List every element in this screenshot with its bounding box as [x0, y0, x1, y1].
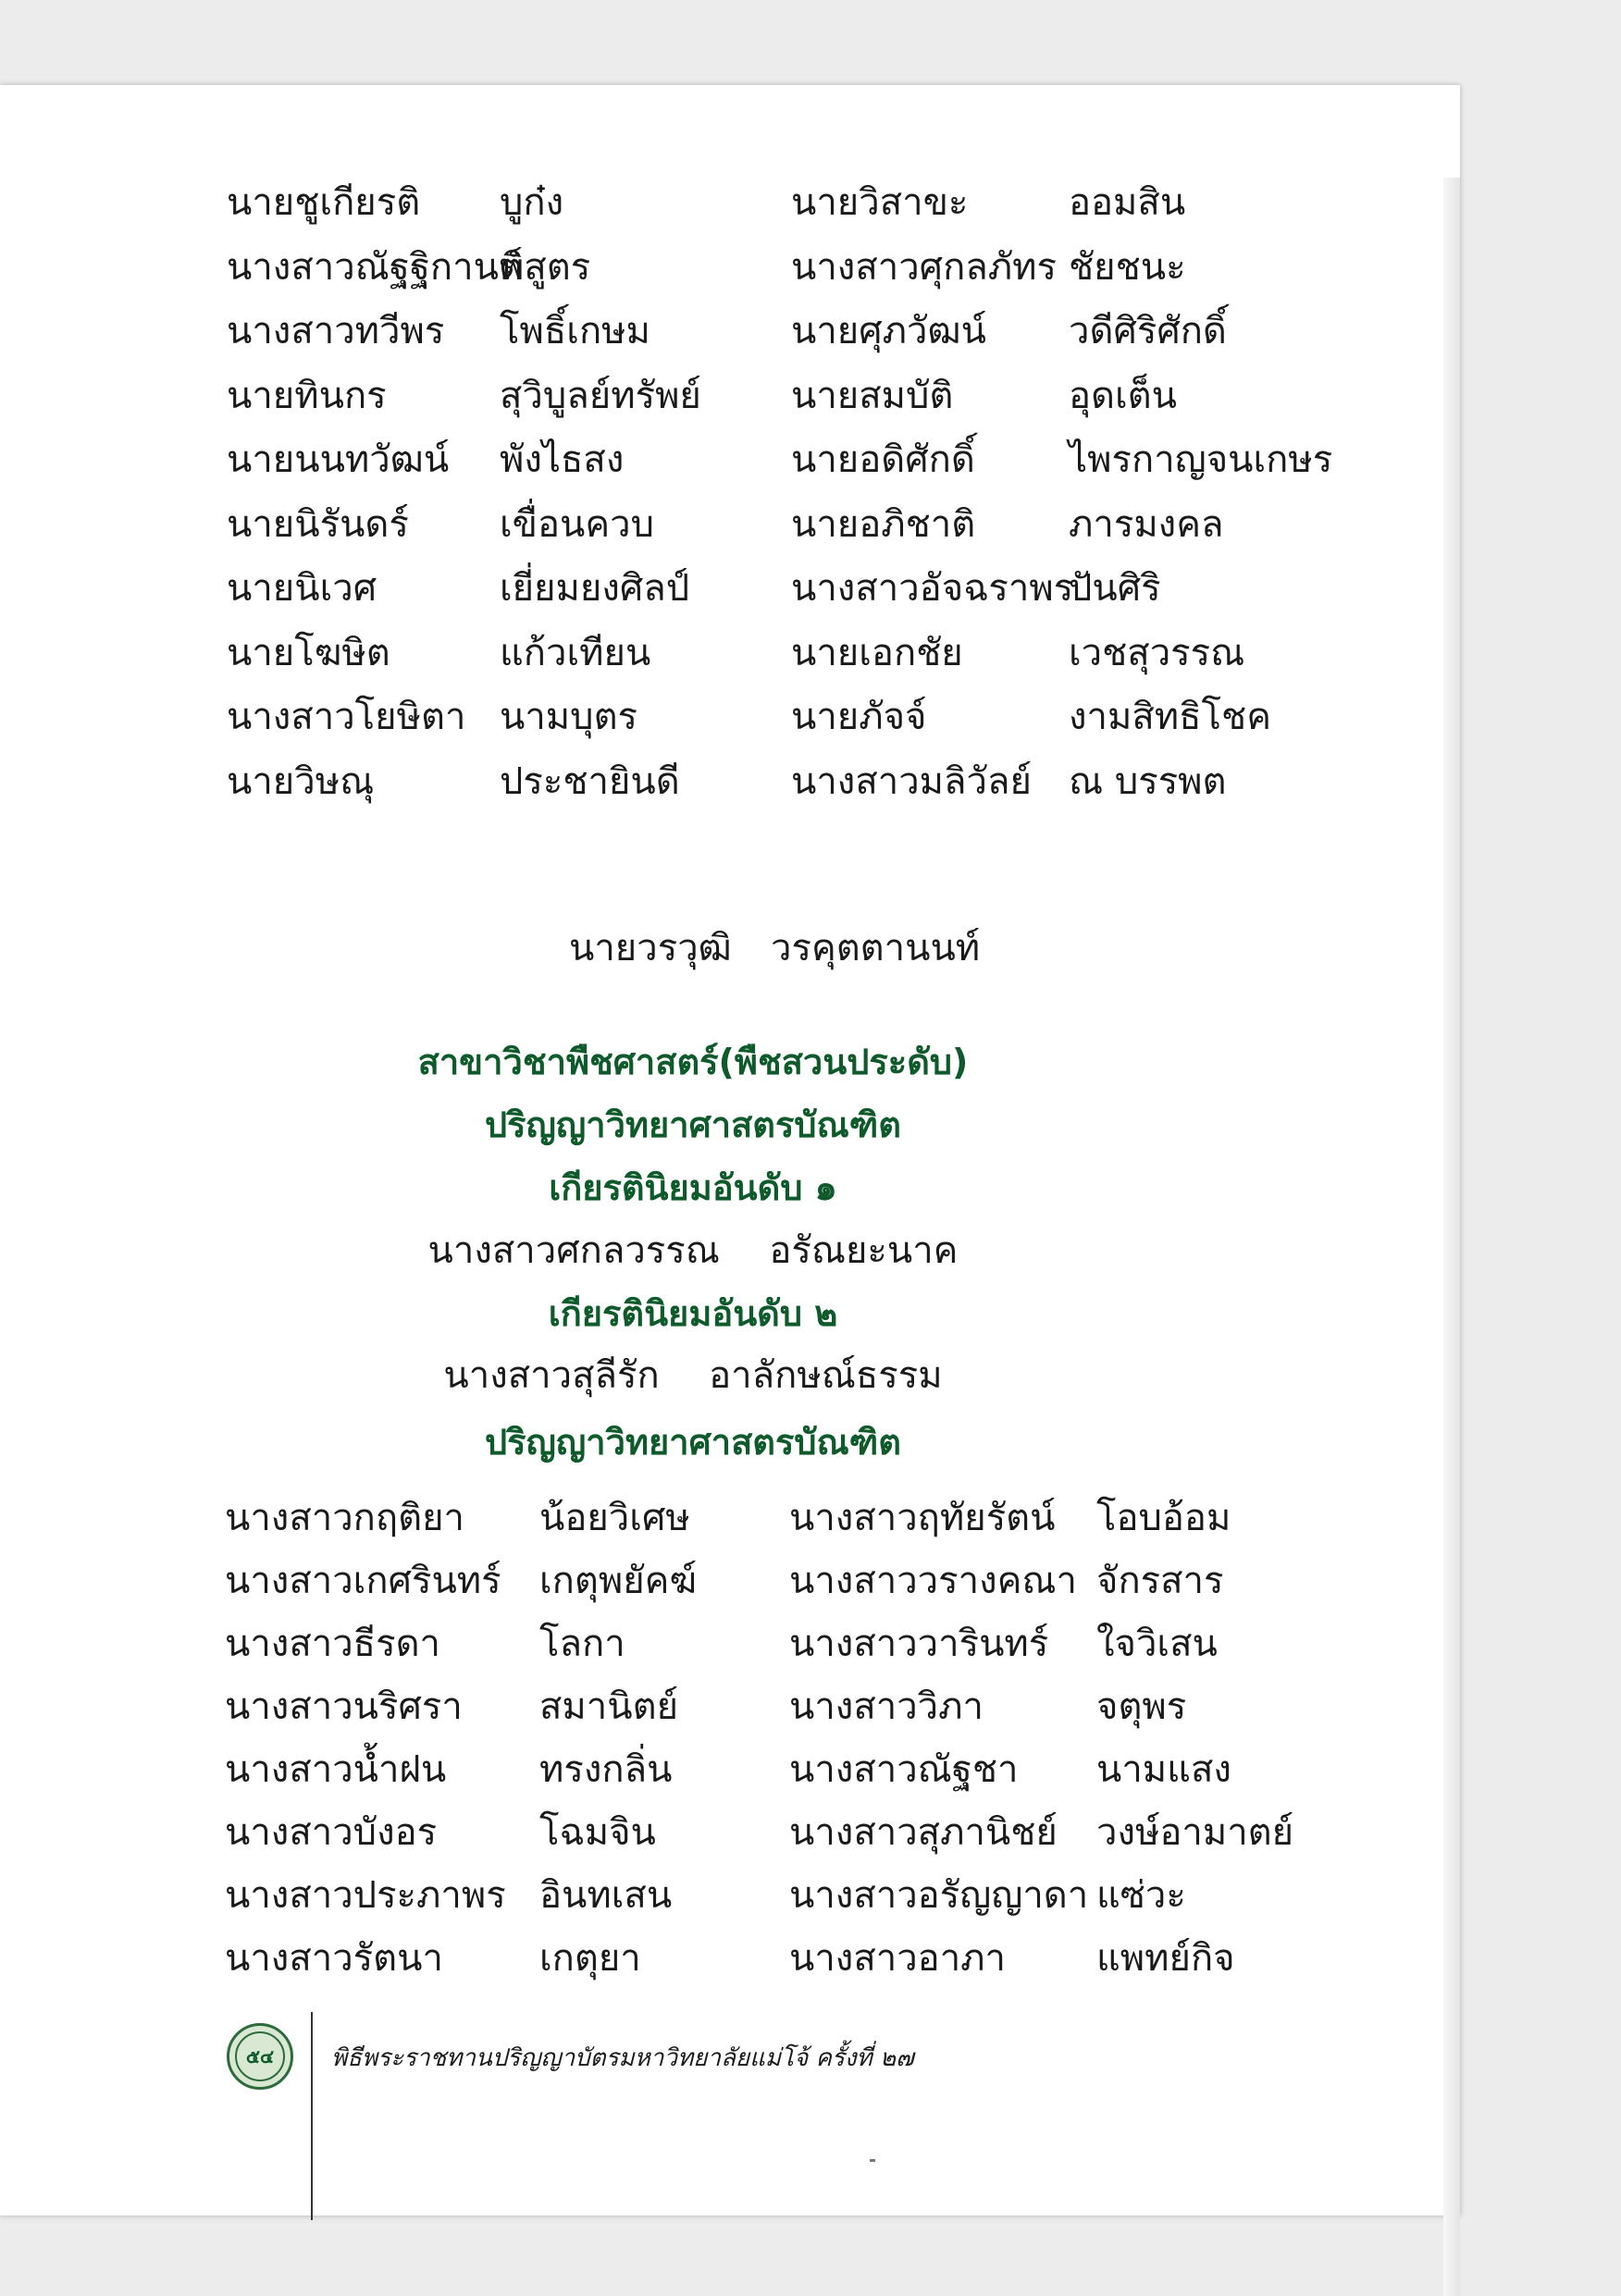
given-name: นางสาวอาภา: [789, 1937, 1006, 1980]
given-name: นายอดิศักดิ์: [791, 438, 975, 481]
given-name: นายนิเวศ: [227, 567, 377, 610]
given-name: นางสาววารินทร์: [789, 1623, 1049, 1665]
university-seal-icon: [227, 2023, 293, 2090]
given-name: นายนนทวัฒน์: [227, 438, 450, 481]
given-name: นางสาวโยษิตา: [227, 696, 466, 738]
given-name: นางสาวบังอร: [225, 1811, 438, 1854]
given-name: นายชูเกียรติ: [227, 181, 421, 224]
given-name: นายวรวุฒิ: [569, 927, 732, 969]
given-name: นายอภิชาติ: [791, 502, 976, 546]
surname: จักรสาร: [1096, 1560, 1224, 1602]
surname: วรคุตตานนท์: [771, 927, 981, 969]
given-name: นางสาวน้ำฝน: [225, 1748, 447, 1791]
surname: อินทเสน: [539, 1874, 673, 1917]
given-name: นางสาววิภา: [789, 1685, 984, 1728]
surname: นามแสง: [1096, 1748, 1231, 1791]
surname: เยี่ยมยงศิลป์: [500, 567, 690, 610]
given-name: นายสมบัติ: [791, 374, 954, 417]
given-name: นางสาวธีรดา: [225, 1623, 441, 1665]
given-name: นางสาวประภาพร: [225, 1874, 506, 1917]
given-name: นางสาวนริศรา: [225, 1685, 463, 1728]
surname: อาลักษณ์ธรรม: [709, 1354, 943, 1397]
surname: แก้วเทียน: [500, 631, 651, 674]
honor2-name: [0, 1345, 1423, 1404]
surname: เกตุพยัคฆ์: [539, 1560, 698, 1602]
surname: บูก๋ง: [500, 181, 564, 224]
section-heading: สาขาวิชาพืชศาสตร์(พืชสวนประดับ): [417, 1042, 969, 1082]
surname: งามสิทธิโชค: [1069, 696, 1271, 738]
given-name: นายนิรันดร์: [227, 502, 409, 546]
surname: เขื่อนควบ: [500, 502, 654, 546]
surname: วดีศิริศักดิ์: [1069, 310, 1227, 352]
surname: พังไธสง: [500, 438, 625, 481]
surname: ภารมงคล: [1069, 502, 1224, 546]
honor1-name: [0, 1220, 1423, 1279]
given-name: นางสาวรัตนา: [225, 1937, 443, 1980]
surname: โพธิ์เกษม: [500, 310, 650, 352]
surname: ณ บรรพต: [1069, 759, 1227, 803]
surname: แซ่วะ: [1096, 1874, 1186, 1917]
surname: อุดเต็น: [1069, 374, 1177, 417]
given-name: นายโฆษิต: [227, 631, 390, 674]
surname: โลกา: [539, 1623, 625, 1665]
given-name: นายศุภวัฒน์: [791, 310, 986, 352]
surname: นามบุตร: [500, 696, 638, 738]
given-name: นางสาวสุภานิชย์: [789, 1811, 1058, 1854]
surname: เกตุยา: [539, 1937, 641, 1980]
honor1-heading: เกียรตินิยมอันดับ ๑: [549, 1167, 837, 1208]
surname: น้อยวิเศษ: [539, 1497, 690, 1539]
surname: ใจวิเสน: [1096, 1623, 1218, 1665]
surname: ประชายินดี: [500, 759, 680, 803]
given-name: นางสาวศกลวรรณ: [427, 1229, 720, 1272]
honor2-heading: เกียรตินิยมอันดับ ๒: [548, 1293, 838, 1334]
surname: โอบอ้อม: [1096, 1497, 1231, 1539]
degree-heading: ปริญญาวิทยาศาสตรบัณฑิต: [485, 1105, 901, 1145]
given-name: นายภัจจ์: [791, 696, 927, 738]
given-name: นายทินกร: [227, 374, 387, 417]
surname: ทรงกลิ่น: [539, 1748, 673, 1791]
surname: เวชสุวรรณ: [1069, 631, 1245, 674]
given-name: นางสาวอัจฉราพร: [791, 567, 1074, 610]
given-name: นายวิสาขะ: [791, 181, 969, 224]
surname: สุวิบูลย์ทรัพย์: [500, 374, 701, 417]
given-name: นายวิษณุ: [227, 759, 375, 803]
surname: แพทย์กิจ: [1096, 1937, 1235, 1980]
given-name: นางสาวณัฐฐิกานต์: [227, 245, 523, 289]
degree2-heading: ปริญญาวิทยาศาสตรบัณฑิต: [485, 1422, 901, 1463]
surname: วงษ์อามาตย์: [1096, 1811, 1294, 1854]
given-name: นางสาวมลิวัลย์: [791, 759, 1032, 803]
given-name: นางสาวฤทัยรัตน์: [789, 1497, 1056, 1539]
given-name: นางสาวกฤติยา: [225, 1497, 464, 1539]
given-name: นางสาวอรัญญาดา: [789, 1874, 1089, 1917]
surname: ออมสิน: [1069, 181, 1186, 224]
page-number: ๕๔: [235, 2031, 285, 2081]
surname: ไพรกาญจนเกษร: [1069, 438, 1333, 481]
given-name: นางสาวศุกลภัทร: [791, 245, 1058, 289]
given-name: นางสาวสุลีรัก: [443, 1354, 660, 1397]
surname: ปันศิริ: [1069, 567, 1161, 610]
given-name: นายเอกชัย: [791, 631, 963, 674]
given-name: นางสาวณัฐชา: [789, 1748, 1019, 1791]
given-name: นางสาววรางคณา: [789, 1560, 1077, 1602]
page-edge-shadow: [1443, 178, 1460, 2296]
speck: [870, 2159, 875, 2162]
footer-divider: [311, 2012, 313, 2220]
surname: ชัยชนะ: [1069, 245, 1186, 289]
surname: สมานิตย์: [539, 1685, 678, 1728]
given-name: นางสาวทวีพร: [227, 310, 445, 352]
surname: อรัณยะนาค: [769, 1229, 959, 1272]
document-page: [0, 85, 1460, 2216]
given-name: นางสาวเกศรินทร์: [225, 1560, 501, 1602]
surname: จตุพร: [1096, 1685, 1187, 1728]
footer-caption: พิธีพระราชทานปริญญาบัตรมหาวิทยาลัยแม่โจ้ ครั้งที่ ๒๗: [331, 2044, 914, 2072]
surname: พิสูตร: [500, 245, 591, 289]
surname: โฉมจิน: [539, 1811, 656, 1854]
